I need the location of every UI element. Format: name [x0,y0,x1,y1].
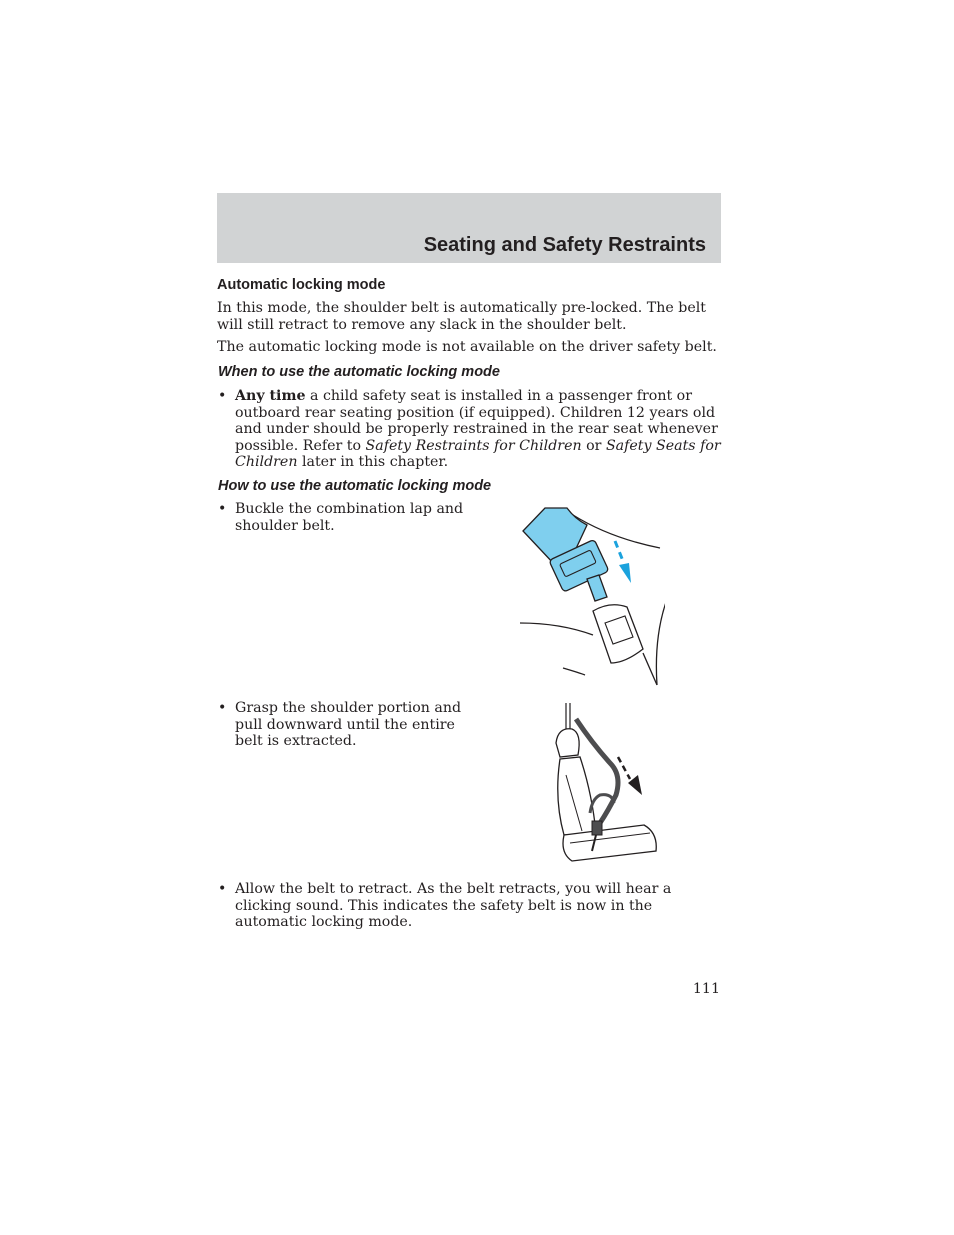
bullet-any-time [218,388,724,471]
reference-safety-seats-for-children: Safety Seats for Children [235,437,721,470]
bullet-dot: • [218,881,227,897]
step-buckle-text: Buckle the combination lap and shoulder belt. [235,501,464,534]
paragraph-not-available-driver: The automatic locking mode is not available on the driver safety belt. [217,339,717,355]
bullet-dot: • [218,501,227,517]
reference-safety-restraints-for-children: Safety Restraints for Children [365,437,582,454]
bullet-text-part1: a child safety seat is installed in a passenger front or outboard rear seating position (if equipped). Children 12 years old and under should be properly restrained in the rear seat whenever possible. Refer to [235,388,718,454]
buckle-illustration-figure [515,503,665,688]
section-title: Seating and Safety Restraints [423,234,706,256]
section-header-band [217,193,721,263]
page-number: 111 [692,981,720,997]
bullet-text-conj: or [581,437,606,454]
heading-when-to-use: When to use the automatic locking mode [218,364,500,380]
heading-automatic-locking-mode: Automatic locking mode [217,277,386,293]
bullet-text-part2: later in this chapter. [297,454,449,470]
step-grasp-shoulder [218,700,468,750]
paragraph-preloaded: In this mode, the shoulder belt is automatically pre-locked. The belt will still retract to remove any slack in the shoulder belt. [217,300,707,333]
bullet-dot: • [218,700,227,716]
step-buckle [218,501,468,534]
heading-how-to-use: How to use the automatic locking mode [218,478,492,494]
bullet-lead: Any time [235,388,306,404]
seat-belt-illustration-figure [552,703,660,865]
step-grasp-shoulder-text: Grasp the shoulder portion and pull downward until the entire belt is extracted. [235,700,462,749]
bullet-any-time-text [235,388,724,471]
step-allow-retract [218,881,724,931]
step-allow-retract-text: Allow the belt to retract. As the belt retracts, you will hear a clicking sound. This indicates the safety belt is now in the automatic locking mode. [235,881,672,930]
bullet-dot: • [218,388,227,404]
